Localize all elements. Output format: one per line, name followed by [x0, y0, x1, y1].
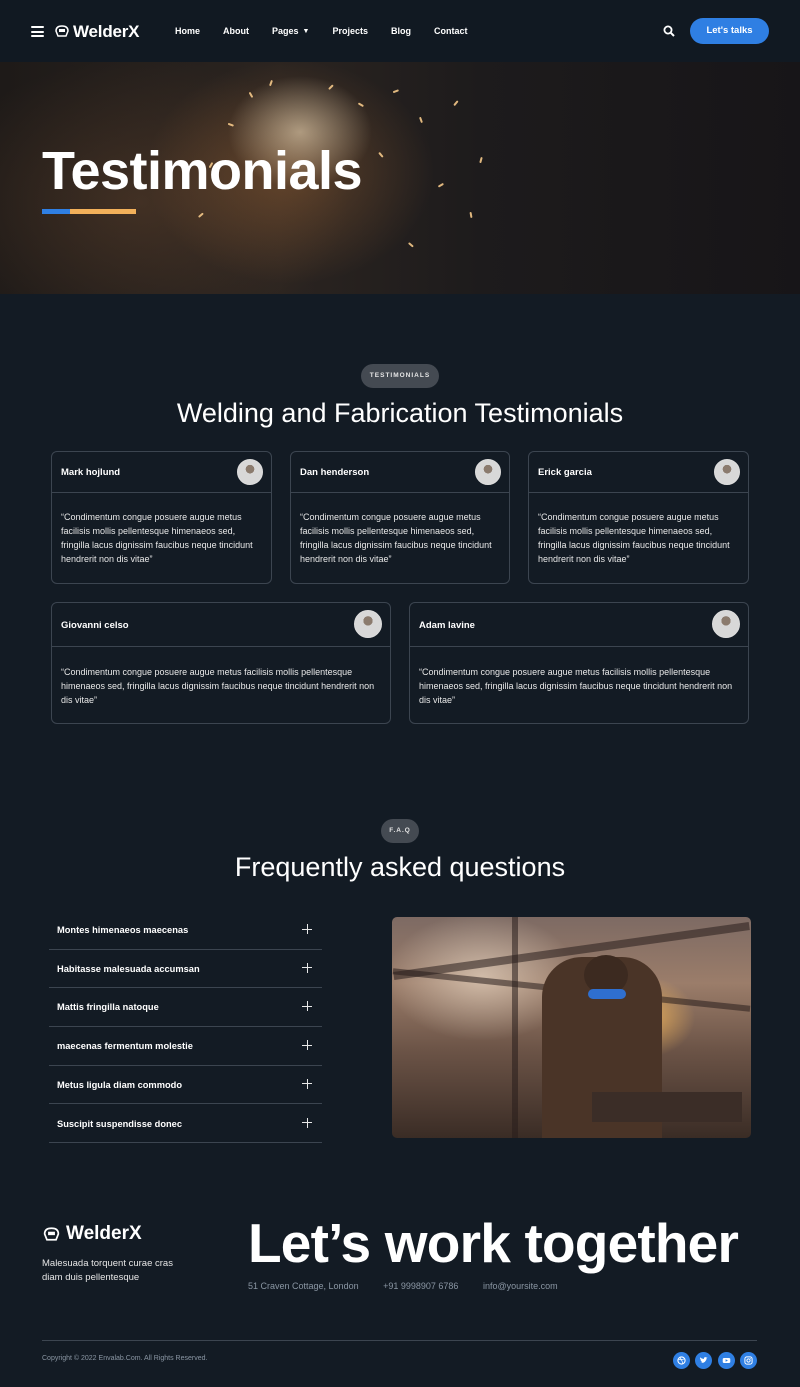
faq-question: Mattis fringilla natoque [57, 1002, 159, 1013]
footer-headline: Let’s work together [248, 1212, 739, 1274]
instagram-icon[interactable] [740, 1352, 757, 1369]
reviewer-name: Dan henderson [300, 467, 370, 478]
faq-item[interactable] [49, 911, 322, 950]
footer-brand[interactable]: WelderX [66, 1223, 142, 1244]
footer-address: 51 Craven Cottage, London [248, 1281, 359, 1291]
testimonial-card [51, 602, 391, 724]
testimonial-quote: “Condimentum congue posuere augue metus facilisis mollis pellentesque himenaeos sed, fringilla lacus dignissim faucibus neque tincidunt hendrerit non dis vitae” [61, 512, 253, 564]
testimonial-quote: “Condimentum congue posuere augue metus facilisis mollis pellentesque himenaeos sed, fringilla lacus dignissim faucibus neque tincidunt hendrerit non dis vitae” [419, 667, 733, 705]
faq-question: Habitasse malesuada accumsan [57, 963, 200, 974]
plus-icon[interactable] [302, 1079, 312, 1089]
testimonial-card [409, 602, 749, 724]
plus-icon[interactable] [302, 963, 312, 973]
avatar [354, 610, 382, 638]
nav-blog[interactable]: Blog [391, 26, 412, 36]
avatar [237, 459, 263, 485]
brand-name[interactable]: WelderX [73, 22, 140, 41]
avatar [714, 459, 740, 485]
card-header [410, 603, 748, 647]
nav-pages[interactable] [272, 26, 309, 36]
footer-phone[interactable]: +91 9998907 6786 [383, 1281, 459, 1291]
logo-icon [54, 24, 70, 38]
card-header [291, 452, 509, 493]
reviewer-name: Giovanni celso [61, 620, 129, 631]
faq-question: maecenas fermentum molestie [57, 1041, 193, 1052]
faq-tag: F.A.Q [381, 819, 419, 843]
welder-photo [392, 917, 751, 1138]
testimonial-card [51, 451, 272, 584]
youtube-icon[interactable] [718, 1352, 735, 1369]
footer-email[interactable]: info@yoursite.com [482, 1281, 558, 1291]
logo-icon [42, 1226, 61, 1242]
copyright: Copyright © 2022 Envalab.Com. All Rights Reserved. [42, 1355, 208, 1362]
plus-icon[interactable] [302, 1118, 312, 1128]
faq-question: Metus ligula diam commodo [57, 1079, 183, 1090]
reviewer-name: Erick garcia [538, 467, 592, 478]
faq-item[interactable] [49, 1105, 322, 1144]
card-header [529, 452, 748, 493]
nav-projects[interactable]: Projects [332, 26, 369, 36]
faq-item[interactable] [49, 1027, 322, 1066]
nav-home[interactable]: Home [175, 26, 201, 36]
testimonial-quote: “Condimentum congue posuere augue metus facilisis mollis pellentesque himenaeos sed, fringilla lacus dignissim faucibus neque tincidunt hendrerit non dis vitae” [61, 667, 375, 705]
reviewer-name: Mark hojlund [61, 467, 121, 478]
card-header [52, 452, 271, 493]
main-nav [175, 26, 491, 36]
search-icon[interactable] [663, 25, 675, 37]
nav-pages-label: Pages [272, 26, 299, 36]
title-underline-yellow [70, 209, 136, 214]
title-underline-blue [42, 209, 70, 214]
plus-icon[interactable] [302, 1001, 312, 1011]
hero-banner [0, 62, 800, 294]
testimonial-quote: “Condimentum congue posuere augue metus facilisis mollis pellentesque himenaeos sed, fringilla lacus dignissim faucibus neque tincidunt hendrerit non dis vitae” [300, 512, 492, 564]
testimonials-tag: TESTIMONIALS [361, 364, 439, 388]
page-title: Testimonials [42, 141, 363, 201]
chevron-down-icon: ▼ [302, 28, 310, 35]
dribbble-icon[interactable] [673, 1352, 690, 1369]
faq-question: Montes himenaeos maecenas [57, 925, 189, 935]
testimonial-quote: “Condimentum congue posuere augue metus facilisis mollis pellentesque himenaeos sed, fringilla lacus dignissim faucibus neque tincidunt hendrerit non dis vitae” [538, 512, 730, 564]
testimonials-title: Welding and Fabrication Testimonials [176, 398, 624, 428]
footer-description: Malesuada torquent curae cras diam duis pellentesque [42, 1258, 173, 1283]
testimonial-card [528, 451, 749, 584]
card-header [52, 603, 390, 647]
lets-talk-button[interactable]: Let's talks [690, 18, 769, 44]
plus-icon[interactable] [302, 924, 312, 934]
faq-item[interactable] [49, 1066, 322, 1105]
faq-title: Frequently asked questions [234, 852, 566, 882]
nav-contact[interactable]: Contact [434, 26, 468, 36]
nav-about[interactable]: About [223, 26, 250, 36]
footer-contacts [248, 1281, 580, 1291]
menu-icon[interactable] [31, 26, 44, 37]
site-header [0, 0, 800, 62]
reviewer-name: Adam lavine [419, 620, 475, 631]
avatar [475, 459, 501, 485]
faq-item[interactable] [49, 950, 322, 989]
faq-item[interactable] [49, 988, 322, 1027]
testimonial-card [290, 451, 510, 584]
footer-divider [42, 1340, 757, 1341]
plus-icon[interactable] [302, 1040, 312, 1050]
avatar [712, 610, 740, 638]
twitter-icon[interactable] [695, 1352, 712, 1369]
faq-question: Suscipit suspendisse donec [57, 1118, 183, 1129]
